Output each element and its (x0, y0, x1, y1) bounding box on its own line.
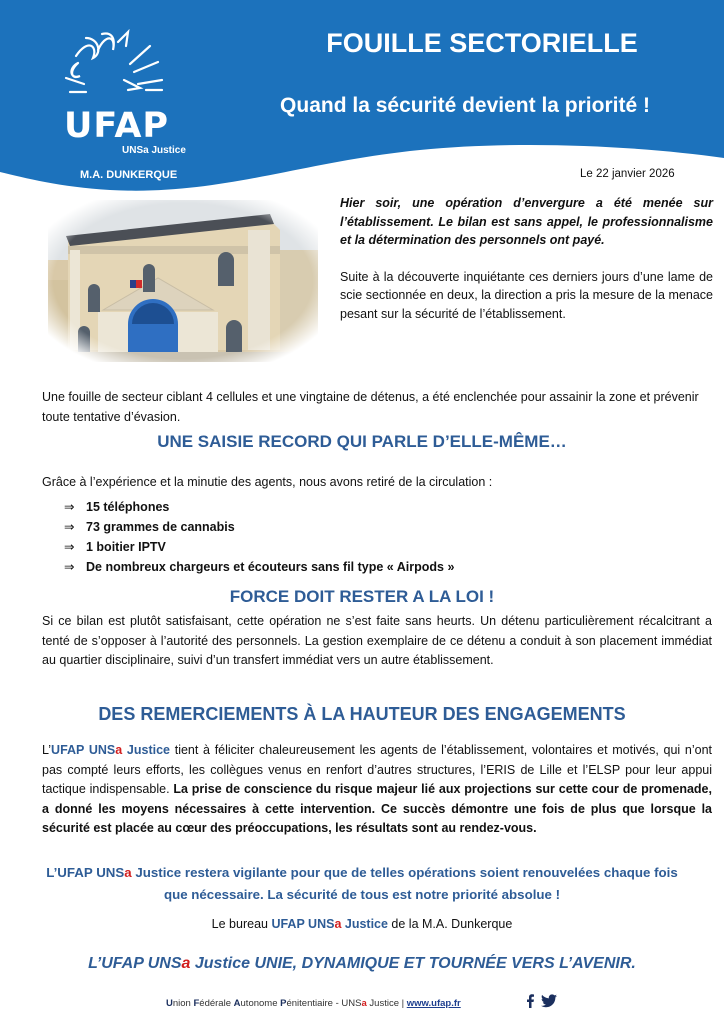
seizure-intro: Grâce à l’expérience et la minutie des agents, nous avons retiré de la circulation : (42, 475, 493, 489)
operation-paragraph: Une fouille de secteur ciblant 4 cellules et une vingtaine de détenus, a été enclenchée pour assainir la zone et prévenir toute tentative d’évasion. (42, 390, 699, 424)
closing-statement: L’UFAP UNSa Justice restera vigilante pour que de telles opérations soient renouvelées chaque fois que nécessaire. La sécurité de tous est notre priorité absolue ! (46, 865, 678, 902)
prison-building-photo (48, 200, 318, 362)
law-paragraph: Si ce bilan est plutôt satisfaisant, cette opération ne s’est faite sans heurts. Un détenu particulièrement récalcitrant a tenté de s’opposer à l’autorité des personnels. La gestion exemplaire de ce détenu a conduit à son placement immédiat au quartier disciplinaire, suivi d’un transfert immédiat vers un autre établissement. (42, 614, 712, 667)
page-title: FOUILLE SECTORIELLE (326, 28, 638, 58)
logo-wordmark: UFAP (64, 106, 170, 146)
twitter-icon[interactable] (541, 994, 557, 1008)
arrow-icon: ⇒ (64, 520, 75, 534)
publication-date: Le 22 janvier 2026 (580, 168, 675, 180)
ufap-flame-logo-icon (58, 28, 188, 108)
arrow-icon: ⇒ (64, 540, 75, 554)
heading-thanks: DES REMERCIEMENTS À LA HAUTEUR DES ENGAGEMENTS (98, 704, 626, 724)
org-name: UFAP UNS (51, 743, 116, 757)
list-item: ⇒ De nombreux chargeurs et écouteurs sans fil type « Airpods » (64, 557, 454, 577)
ufap-logo (58, 28, 188, 156)
list-item: ⇒ 73 grammes de cannabis (64, 517, 454, 537)
page-subtitle: Quand la sécurité devient la priorité ! (280, 94, 650, 117)
social-links (525, 994, 557, 1008)
slogan: L’UFAP UNSa Justice UNIE, DYNAMIQUE ET TOURNÉE VERS L’AVENIR. (88, 955, 636, 972)
arrow-icon: ⇒ (64, 560, 75, 574)
page-header (0, 0, 724, 200)
website-link[interactable]: www.ufap.fr (406, 998, 461, 1009)
intro-context: Suite à la découverte inquiétante ces derniers jours d’une lame de scie sectionnée en deux, la direction a pris la mesure de la menace pesant sur la sécurité de l’établissement. (340, 269, 713, 321)
list-item: ⇒ 1 boitier IPTV (64, 537, 454, 557)
footer: Union Fédérale Autonome Pénitentiaire - UNSa Justice | www.ufap.fr (166, 998, 461, 1009)
heading-law: FORCE DOIT RESTER A LA LOI ! (229, 587, 495, 606)
thanks-paragraph: L’UFAP UNSa Justice tient à féliciter chaleureusement les agents de l’établissement, volontaires et motivés, qui n’ont pas compté leurs efforts, les collègues venus en renfort d’autres structures, l’ERIS de Lille et l’ELSP pour leur appui tactique indispensable. La prise de conscience du risque majeur lié aux projections sur cette cour de promenade, a donné les moyens nécessaires à cette intervention. Ce succès démontre une fois de plus que lorsque la sécurité est placée au cœur des préoccupations, les résultats sont au rendez-vous. (42, 743, 712, 835)
arrow-icon: ⇒ (64, 500, 75, 514)
logo-tagline: UNSa Justice (122, 145, 186, 156)
seized-items-list (64, 497, 454, 577)
heading-seizure: UNE SAISIE RECORD QUI PARLE D’ELLE-MÊME… (157, 432, 567, 451)
intro-block (340, 194, 713, 324)
intro-lead: Hier soir, une opération d’envergure a été menée sur l’établissement. Le bilan est sans appel, le professionnalisme et la détermination des personnels ont payé. (340, 196, 713, 248)
signature: Le bureau UFAP UNSa Justice de la M.A. Dunkerque (211, 917, 513, 931)
establishment-name: M.A. DUNKERQUE (80, 169, 178, 181)
list-item: ⇒ 15 téléphones (64, 497, 454, 517)
facebook-icon[interactable] (525, 994, 535, 1008)
